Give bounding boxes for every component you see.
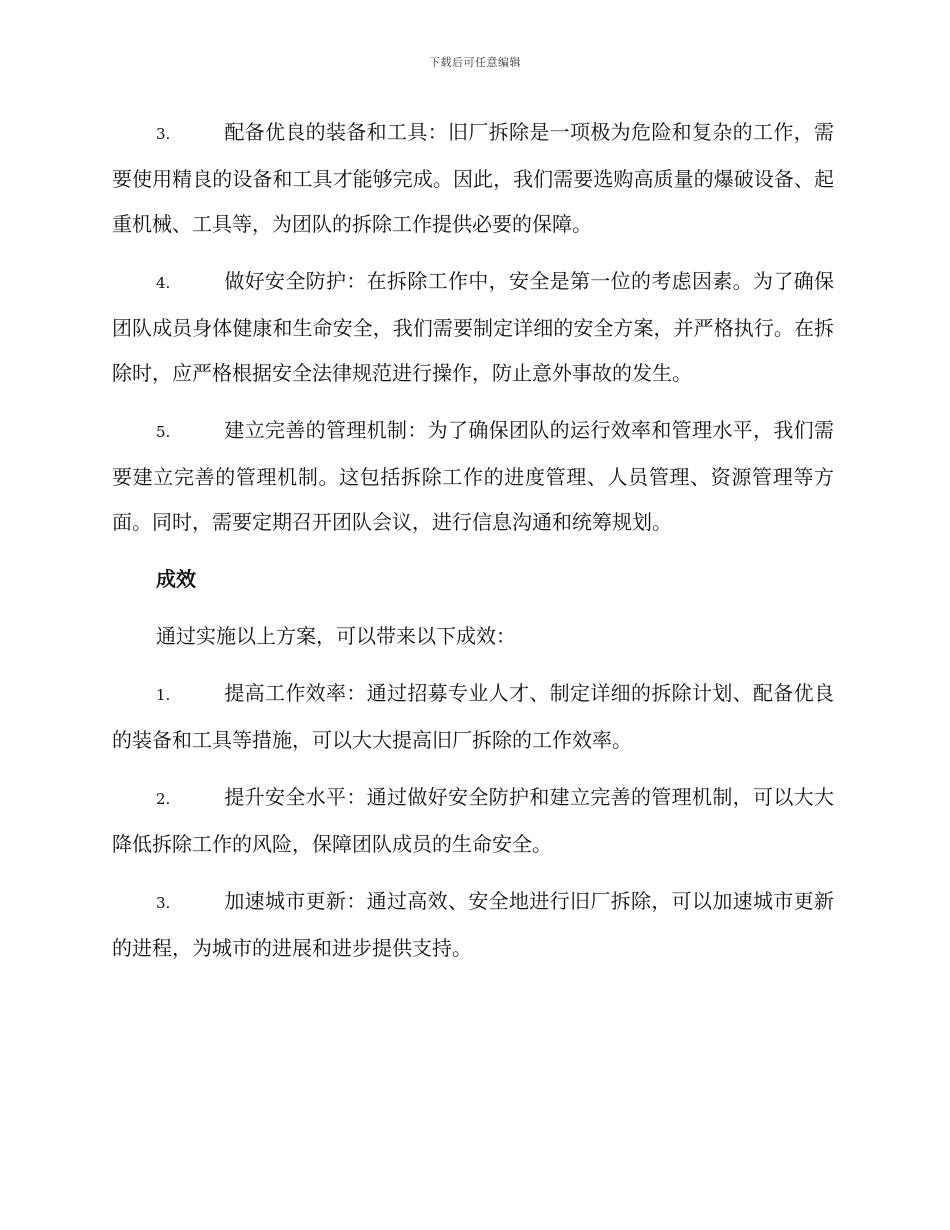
section-heading: 成效 (156, 567, 196, 591)
list-item (112, 671, 834, 763)
list-item-text: 配备优良的装备和工具：旧厂拆除是一项极为危险和复杂的工作，需要使用精良的设备和工具才能够完成。因此，我们需要选购高质量的爆破设备、起重机械、工具等，为团队的拆除工作提供必要的保障。 (112, 120, 834, 236)
list-item-number: 2. (156, 790, 171, 808)
section-intro: 通过实施以上方案，可以带来以下成效： (156, 624, 516, 648)
list-item-text: 做好安全防护：在拆除工作中，安全是第一位的考虑因素。为了确保团队成员身体健康和生命安全，我们需要制定详细的安全方案，并严格执行。在拆除时，应严格根据安全法律规范进行操作，防止意外事故的发生。 (112, 269, 834, 385)
list-item (112, 879, 834, 971)
list-item-number: 3. (156, 894, 171, 912)
list-item (112, 110, 834, 247)
list-item-number: 3. (156, 125, 171, 143)
list-item-number: 5. (156, 423, 171, 441)
list-item (112, 408, 834, 545)
list-item-text: 提高工作效率：通过招募专业人才、制定详细的拆除计划、配备优良的装备和工具等措施，可以大大提高旧厂拆除的工作效率。 (112, 681, 834, 752)
list-item-number: 1. (156, 686, 171, 704)
list-item (112, 259, 834, 396)
list-item-text: 加速城市更新：通过高效、安全地进行旧厂拆除，可以加速城市更新的进程，为城市的进展和进步提供支持。 (112, 889, 834, 960)
document-body (112, 110, 834, 983)
list-item-text: 提升安全水平：通过做好安全防护和建立完善的管理机制，可以大大降低拆除工作的风险，保障团队成员的生命安全。 (112, 785, 834, 856)
page-header: 下载后可任意编辑 (429, 56, 521, 69)
list-item-text: 建立完善的管理机制：为了确保团队的运行效率和管理水平，我们需要建立完善的管理机制。这包括拆除工作的进度管理、人员管理、资源管理等方面。同时，需要定期召开团队会议，进行信息沟通和统筹规划。 (112, 418, 834, 534)
list-item (112, 775, 834, 867)
list-item-number: 4. (156, 274, 171, 292)
